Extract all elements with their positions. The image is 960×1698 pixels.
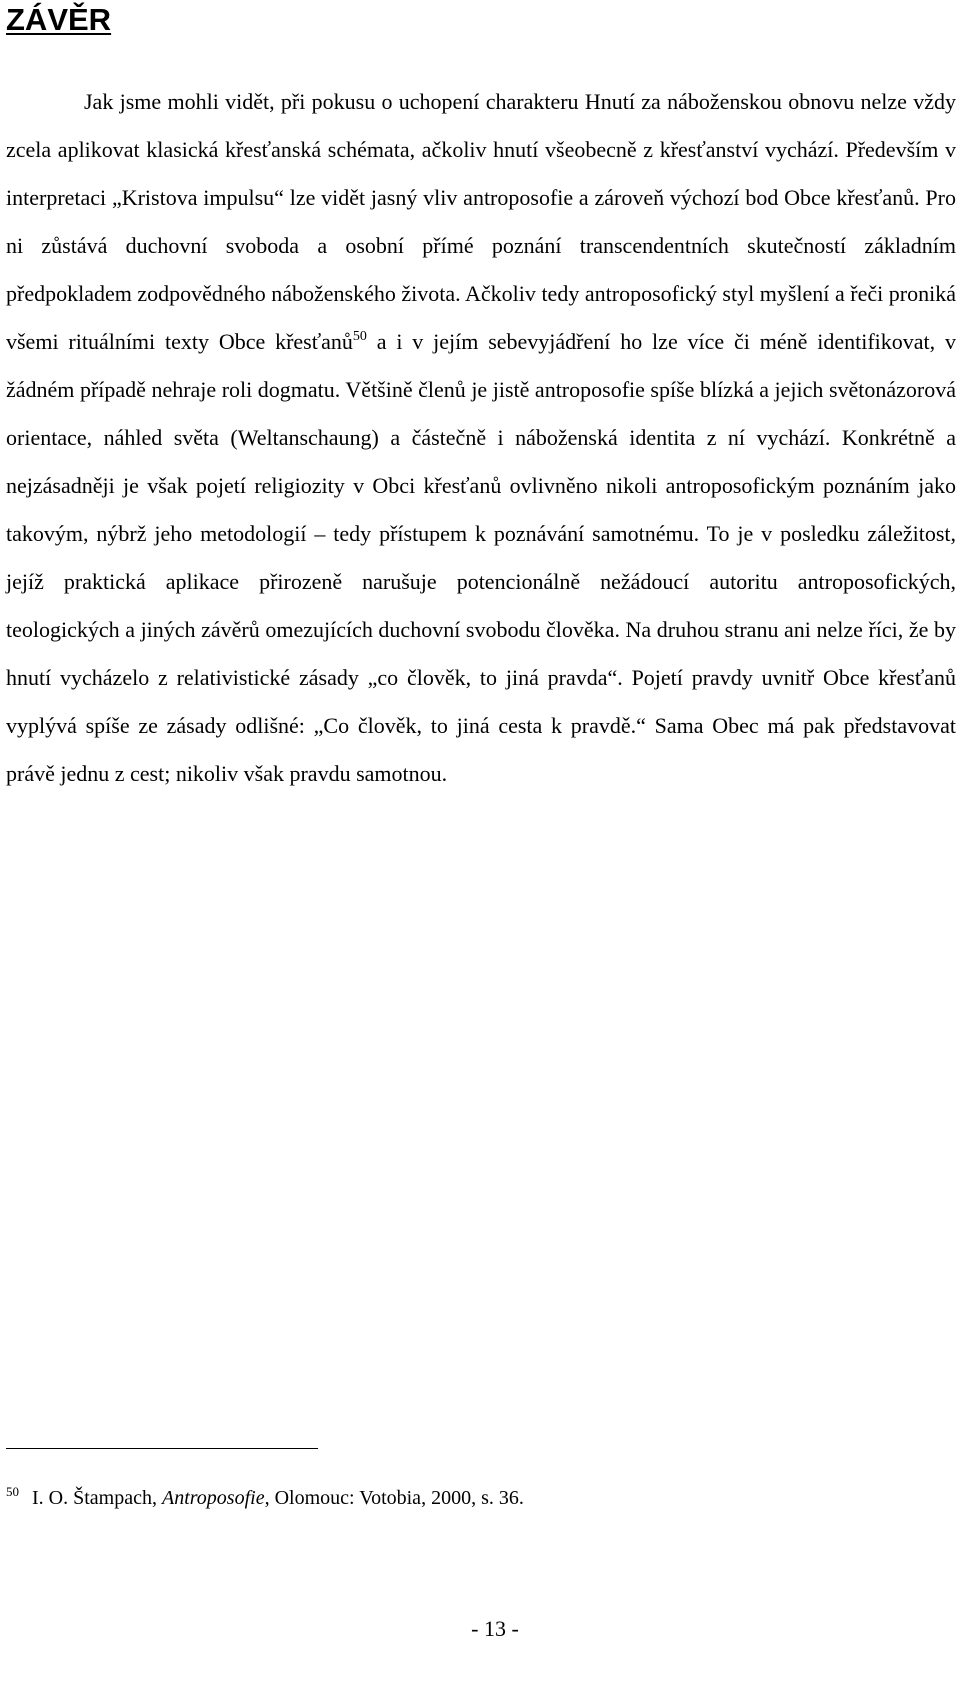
footnote-author: I. O. Štampach, (27, 1487, 162, 1509)
paragraph-text-part-2: a i v jejím sebevyjádření ho lze více či méně identifikovat, v žádném případě nehraje roli dogmatu. Většině členů je jistě antroposofie spíše blízká a jejich světonázorová orientace, náhled světa (Weltanschaung) a částečně i náboženská identita z ní vychází. Konkrétně a nejzásadněji je však pojetí religiozity v Obci křesťanů ovlivněno nikoli antroposofickým poznáním jako takovým, nýbrž jeho metodologií – tedy přístupem k poznávání samotnému. To je v posledku záležitost, jejíž praktická aplikace přirozeně narušuje potencionálně nežádoucí autoritu antroposofických, teologických a jiných závěrů omezujících duchovní svobodu člověka. Na druhou stranu ani nelze říci, že by hnutí vycházelo z relativistické zásady „co člověk, to jiná pravda“. Pojetí pravdy uvnitř Obce křesťanů vyplývá spíše ze zásady odlišné: „Co člověk, to jiná cesta k pravdě.“ Sama Obec má pak představovat právě jednu z cest; nikoliv však pravdu samotnou. (6, 329, 956, 786)
footnote-number: 50 (6, 1484, 19, 1499)
footnote-separator (6, 1448, 318, 1449)
footnote-title: Antroposofie (161, 1487, 265, 1509)
footnote-reference[interactable]: 50 (352, 329, 367, 344)
footnote (6, 1485, 946, 1511)
section-heading: ZÁVĚR (6, 2, 112, 37)
footnote-details: , Olomouc: Votobia, 2000, s. 36. (264, 1487, 524, 1509)
body-paragraph (6, 78, 956, 798)
page-number: - 13 - (471, 1616, 519, 1641)
paragraph-text-part-1: Jak jsme mohli vidět, při pokusu o uchopení charakteru Hnutí za náboženskou obnovu nelze vždy zcela aplikovat klasická křesťanská schémata, ačkoliv hnutí všeobecně z křesťanství vychází. Především v interpretaci „Kristova impulsu“ lze vidět jasný vliv antroposofie a zároveň výchozí bod Obce křesťanů. Pro ni zůstává duchovní svoboda a osobní přímé poznání transcendentních skutečností základním předpokladem zodpovědného náboženského života. Ačkoliv tedy antroposofický styl myšlení a řeči proniká všemi rituálními texty Obce křesťanů (6, 89, 956, 354)
